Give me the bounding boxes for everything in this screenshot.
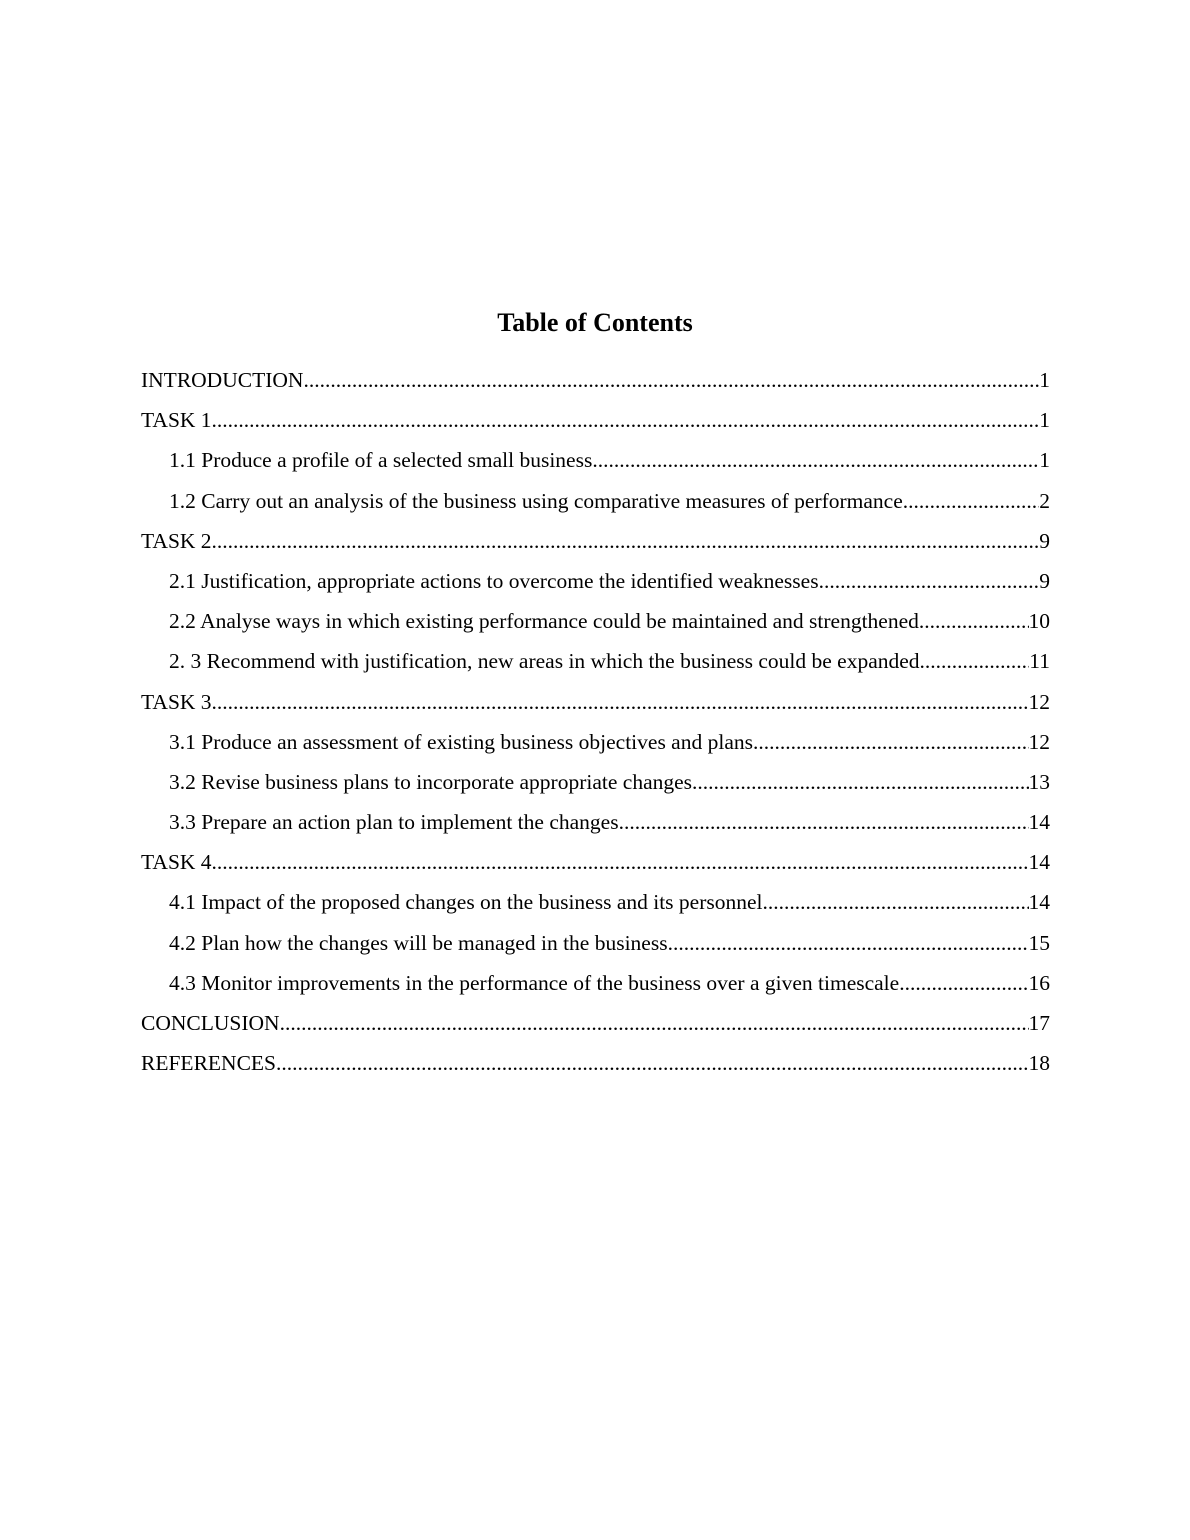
toc-list <box>141 362 1050 1085</box>
toc-entry-text: CONCLUSION <box>141 1011 280 1035</box>
toc-entry-text: TASK 1 <box>141 408 212 433</box>
toc-page-number: 18 <box>1028 1051 1050 1076</box>
toc-page-number: 14 <box>1028 890 1050 915</box>
toc-entry[interactable] <box>141 684 1050 724</box>
toc-leader-dots <box>212 402 1040 438</box>
toc-leader-dots <box>692 764 1028 800</box>
toc-page-number: 17 <box>1028 1011 1050 1035</box>
toc-leader-dots <box>276 1045 1029 1081</box>
toc-entry-text: 3.1 Produce an assessment of existing business objectives and plans <box>169 729 753 754</box>
toc-leader-dots <box>819 563 1040 599</box>
toc-page-number: 13 <box>1028 769 1050 794</box>
toc-leader-dots <box>212 523 1040 559</box>
toc-leader-dots <box>763 884 1029 920</box>
toc-page-number: 15 <box>1028 930 1050 955</box>
toc-entry[interactable] <box>141 603 1050 643</box>
toc-page-number: 14 <box>1028 810 1050 835</box>
toc-page-number: 14 <box>1028 850 1050 875</box>
toc-entry[interactable] <box>141 402 1050 442</box>
toc-entry-text: 4.3 Monitor improvements in the performance of the business over a given timescale <box>169 970 900 995</box>
toc-entry[interactable] <box>141 362 1050 402</box>
toc-page-number: 10 <box>1028 609 1050 634</box>
toc-leader-dots <box>280 1005 1029 1041</box>
toc-entry-text: 2.2 Analyse ways in which existing performance could be maintained and strengthened <box>169 609 919 634</box>
toc-page-number: 16 <box>1028 970 1050 995</box>
toc-leader-dots <box>925 643 1029 679</box>
toc-entry[interactable] <box>141 884 1050 924</box>
toc-entry[interactable] <box>141 483 1050 523</box>
toc-entry-text: 2.1 Justification, appropriate actions to overcome the identified weaknesses <box>169 568 819 593</box>
toc-entry[interactable] <box>141 804 1050 844</box>
toc-leader-dots <box>753 724 1029 760</box>
toc-leader-dots <box>592 442 1039 478</box>
toc-entry-text: TASK 4 <box>141 850 212 875</box>
toc-page-number: 9 <box>1039 528 1050 553</box>
toc-leader-dots <box>303 362 1039 398</box>
toc-entry-text: 1.1 Produce a profile of a selected small business <box>169 448 593 473</box>
toc-leader-dots <box>919 603 1029 639</box>
toc-page-number: 1 <box>1039 408 1050 433</box>
toc-entry[interactable] <box>141 764 1050 804</box>
toc-entry-text: 4.2 Plan how the changes will be managed in the business <box>169 930 668 955</box>
toc-page-number: 9 <box>1039 568 1050 593</box>
toc-page-number: 12 <box>1028 729 1050 754</box>
toc-leader-dots <box>903 483 1039 519</box>
toc-entry-text: 2. 3 Recommend with justification, new areas in which the business could be expanded. <box>169 649 925 674</box>
toc-page-number: 2 <box>1039 488 1050 513</box>
toc-entry-text: REFERENCES <box>141 1051 276 1076</box>
toc-page-number: 11 <box>1029 649 1050 674</box>
toc-entry-text: 3.2 Revise business plans to incorporate appropriate changes <box>169 769 693 794</box>
toc-entry[interactable] <box>141 643 1050 683</box>
toc-leader-dots <box>899 965 1028 1001</box>
toc-entry[interactable] <box>141 523 1050 563</box>
toc-entry[interactable] <box>141 724 1050 764</box>
toc-entry[interactable] <box>141 925 1050 965</box>
toc-leader-dots <box>668 925 1029 961</box>
toc-entry-text: INTRODUCTION <box>141 368 304 392</box>
toc-entry-text: 3.3 Prepare an action plan to implement the changes <box>169 810 619 835</box>
page-title: Table of Contents <box>497 308 693 337</box>
toc-page-number: 1 <box>1039 368 1050 392</box>
toc-leader-dots <box>619 804 1029 840</box>
toc-entry[interactable] <box>141 563 1050 603</box>
toc-leader-dots <box>212 684 1029 720</box>
toc-entry-text: 4.1 Impact of the proposed changes on the business and its personnel <box>169 890 763 915</box>
toc-entry-text: TASK 2 <box>141 528 212 553</box>
toc-entry[interactable] <box>141 965 1050 1005</box>
toc-entry[interactable] <box>141 1045 1050 1085</box>
toc-entry[interactable] <box>141 844 1050 884</box>
toc-entry[interactable] <box>141 1005 1050 1045</box>
toc-leader-dots <box>212 844 1029 880</box>
toc-entry-text: 1.2 Carry out an analysis of the business using comparative measures of performance <box>169 488 903 513</box>
toc-page-number: 12 <box>1028 689 1050 714</box>
toc-entry[interactable] <box>141 442 1050 482</box>
toc-page-number: 1 <box>1039 448 1050 473</box>
toc-entry-text: TASK 3 <box>141 689 212 714</box>
